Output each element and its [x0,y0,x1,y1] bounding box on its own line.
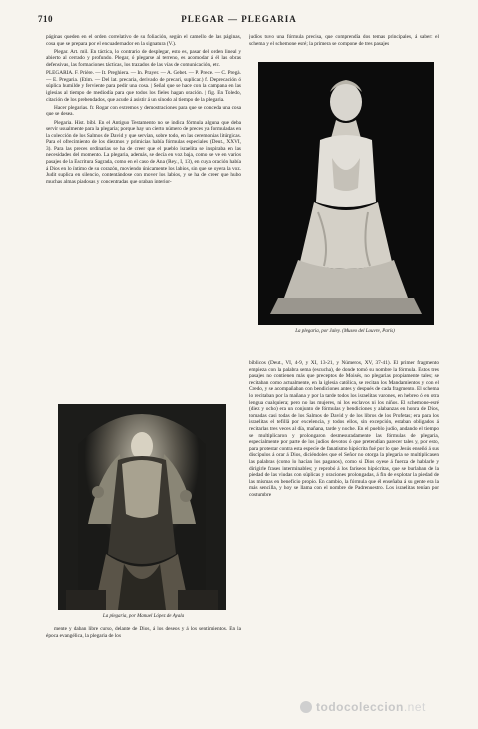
page-number: 710 [38,14,53,24]
figure-caption-jaley: La plegaria, por Jaley. (Museo del Louvre, París) [295,329,395,334]
paragraph: judíos tuvo una fórmula precisa, que comprendía dos temas principales, á saber: el schema y el schemone esré; la primera se compone de tres pasajes [249,34,439,47]
running-head: PLEGAR — PLEGARIA [181,14,297,24]
paragraph: mente y daban libre curso, delante de Dios, á los deseos y á los sentimientos. En la época evangélica, la plegaria de los [46,626,241,639]
paragraph: bíblicos (Deut., VI, 4-9, y XI, 13-21, y Números, XV, 37-41). El primer fragmento empieza con la palabra sema (escucha), de donde tomó su nombre la fórmula. Estos tres pasajes no contienen más que preceptos de Moisés, no plegarias propiamente tales; se recitaban como actualmente, en la iglesia católica, se recitan los Mandamientos y con el Credo, y se acompañaban con bendiciones antes y después de cada fragmento. El schema lo recitaban por la mañana y por la tarde todos los israelitas varones, en hebreo ó en otra lengua cualquiera; pero no las mujeres, ni los esclavos ni los niños. El schemone-esré (diez y ocho) era un conjunto de fórmulas y bendiciones y alabanzas en honra de Dios, tomadas casi todas de los Salmos de David y de los libros de los Profetas; era para los israelitas el tefillâ por excelencia, y todos ellos, sin excepción, estaban obligados á recitarlas tres veces al día, mañana, tarde y noche. En el pueblo judío, andando el tiempo se multiplicaron y prolongaron desmesuradamente las fórmulas de plegaria, especialmente por parte de los judíos devotos ó que pretendían parecer tales y, por esto, para protestar contra esta especie de fanatismo hipócrita fué por lo que Jesús enseñó á sus discípulos á orar á Dios, diciéndoles que el Señor no otorga la plegaria se multiplicasen las palabras (como lo hacían los paganos), como si Dios oyese á fuerza de hablarle y dirigirle frases interminables; y reprobó á los fariseos hipócritas, que se burlaban de la piedad de las viudas con súplicas y oraciones prolongadas, á fin de explotar la piedad de las mismas en beneficio propio. En cambio, la fórmula que él enseñaba á su gente era la más sencilla, y hoy se llama con el nombre de Padrenuestro. Los israelitas tenían por costumbre [249,360,439,498]
watermark-brand: todocoleccion [316,700,404,714]
watermark-logo-icon [300,701,312,713]
paragraph: Plegar. Art. mil. En táctica, lo contrario de desplegar, esto es, pasar del orden lineal y abierto al cerrado y profundo. Plegar, ó plegarse al terreno, es acomodar á él las obras defensivas, las formaciones tácticas, los trazados de las vías de comunicación, etc. [46,48,241,68]
sculpture-image [258,62,434,325]
paragraph: páginas queden en el orden correlativo de su foliación, según el camello de las páginas, cosa que se prepara por el encuadernador en la signatura (V.). [46,34,241,47]
paragraph-plegaria-entry: PLEGARIA. F. Prière. — It. Preghiera. — In. Prayer. — A. Gebet. — P. Prece. — C. Pregà. — E. Pregaria. (Etim. — Del lat. precaria, derivado de precari, suplicar.) f. Deprecación ó súplica humilde y ferviente para pedir una cosa. | Señal que se hace con la campana en las iglesias al tiempo de mediodía para que todos los fieles hagan oración. | fig. En Toledo, citación de los prebendados, que acude á asistir á un sínodo al tiempo de la plegaria. [46,70,241,103]
left-column [46,34,241,397]
right-column [249,360,439,700]
paragraph: Plegaria. Hist. bíbl. En el Antiguo Testamento no se indica fórmula alguna que deba servir usualmente para la plegaria; porque hay un cierto número de preces ya formuladas en la colección de los Salmos de David y que servían, sobre todo, en las ceremonias litúrgicas. Para el ofrecimiento de los diezmos y primicias había fórmulas especiales (Deut., XXVI, 3). Para las preces ordinarias se ha de creer que el pueblo israelita se inspiraba en las necesidades del momento. La plegaria, además, se decía en voz baja, como se ve en varios pasajes de la Escritura Sagrada, como en el caso de Ana (Rey., I, 13), en cuya oración había á Dios en lo íntimo de su corazón, moviendo únicamente los labios, sin que se oyera la voz. Judit suplica en silencio, contentándose con mover los labios, y se ha de creer que hubo muchas almas piadosas y concentradas que oraban interior- [46,119,241,185]
page-header [0,14,478,28]
right-column-top [249,34,439,56]
figure-caption-lopez-de-ayala: La plegaria, por Manuel López de Ayala [102,614,185,619]
sculpture-figure [258,62,434,325]
painting-figure [58,404,226,610]
left-column-bottom [46,626,241,674]
watermark [300,700,470,716]
painting-image [58,404,226,610]
paragraph: Hacer plegarias. fr. Rogar con extremos y demostraciones para que se conceda una cosa que se desea. [46,104,241,118]
watermark-domain: .net [403,700,426,714]
